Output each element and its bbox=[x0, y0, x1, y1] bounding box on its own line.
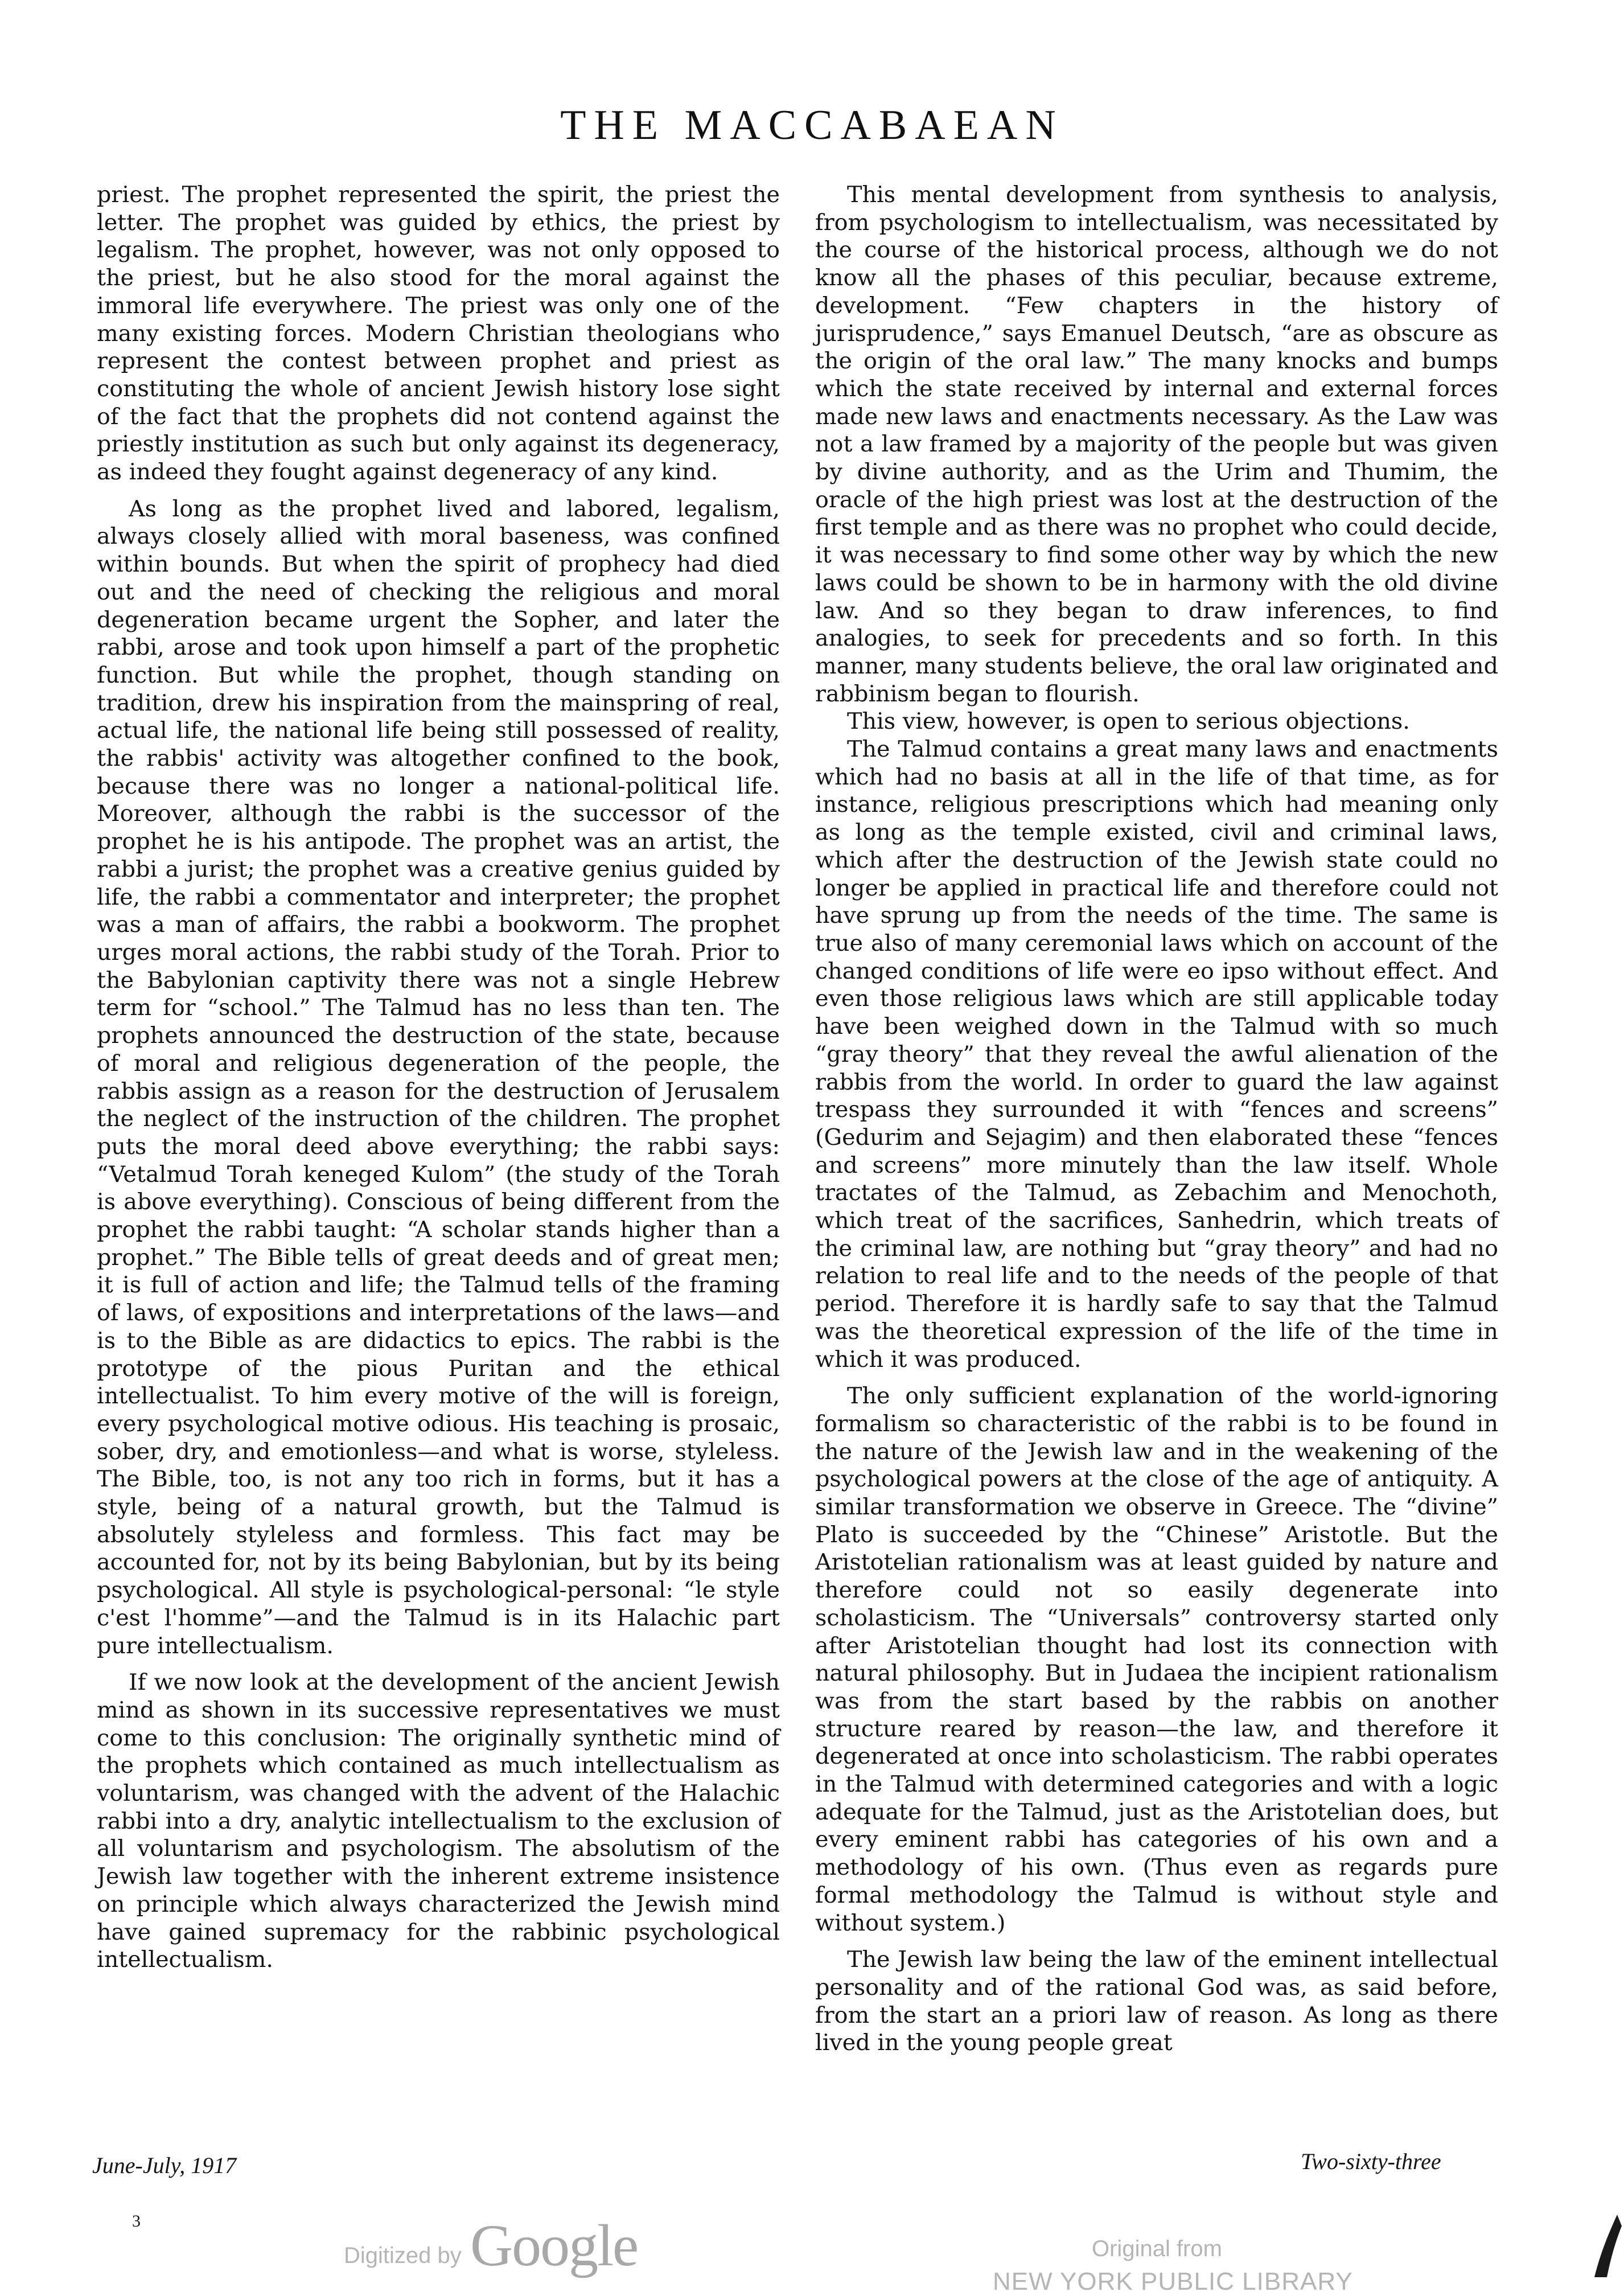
paragraph: This view, however, is open to serious objections. bbox=[847, 708, 1410, 735]
right-column bbox=[815, 181, 1498, 2057]
google-logo: Google bbox=[470, 2213, 638, 2278]
paragraph: As long as the prophet lived and labored, legalism, always closely allied with moral baseness, was confined within bounds. But when the spirit of prophecy had died out and the need of checking the religious and moral degeneration became urgent the Sopher, and later the rabbi, arose and took upon himself a part of the prophetic function. But while the prophet, though standing on tradition, drew his inspiration from the mainspring of real, actual life, the national life being still possessed of reality, the rabbis' activity was altogether confined to the book, because there was no longer a national-political life. Moreover, although the rabbi is the successor of the prophet he is his antipode. The prophet was an artist, the rabbi a jurist; the prophet was a creative genius guided by life, the rabbi a commentator and interpreter; the prophet was a man of affairs, the rabbi a bookworm. The prophet urges moral actions, the rabbi study of the Torah. Prior to the Babylonian captivity there was not a single Hebrew term for “school.” The Talmud has no less than ten. The prophets announced the destruction of the state, because of moral and religious degeneration of the people, the rabbis assign as a reason for the destruction of Jerusalem the neglect of the instruction of the children. The prophet puts the moral deed above everything; the rabbi says: “Vetalmud Torah keneged Kulom” (the study of the Torah is above everything). Conscious of being different from the prophet the rabbi taught: “A scholar stands higher than a prophet.” The Bible tells of great deeds and of great men; it is full of action and life; the Talmud tells of the framing of laws, of expositions and interpretations of the laws—and is to the Bible as are didactics to epics. The rabbi is the prototype of the pious Puritan and the ethical intellectualist. To him every motive of the will is foreign, every psychological motive odious. His teaching is prosaic, sober, dry, and emotionless—and what is worse, styleless. The Bible, too, is not any too rich in forms, but it has a style, being of a natural growth, but the Talmud is absolutely styleless and formless. This fact may be accounted for, not by its being Babylonian, but by its being psychological. All style is psychological-personal: “le style c'est l'homme”—and the Talmud is in its Halachic part pure intellectualism. bbox=[97, 495, 780, 1659]
paragraph: The only sufficient explanation of the world-ignoring formalism so characteristic of the rabbi is to be found in the nature of the Jewish law and in the weakening of the psychological powers at the close of the age of antiquity. A similar transformation we observe in Greece. The “divine” Plato is succeeded by the “Chinese” Aristotle. But the Aristotelian rationalism was at least guided by nature and therefore could not so easily degenerate into scholasticism. The “Universals” controversy started only after Aristotelian thought had lost its connection with natural philosophy. But in Judaea the incipient rationalism was from the start based by the rabbis on another structure reared by reason—the law, and therefore it degenerated at once into scholasticism. The rabbi operates in the Talmud with determined categories and with a logic adequate for the Talmud, just as the Aristotelian does, but every eminent rabbi has categories of his own and a methodology of his own. (Thus even as regards pure formal methodology the Talmud is without style and without system.) bbox=[815, 1383, 1498, 1936]
paragraph: If we now look at the development of the ancient Jewish mind as shown in its successive representatives we must come to this conclusion: The originally synthetic mind of the prophets which contained as much intellectualism as voluntarism, was changed with the advent of the Halachic rabbi into a dry, analytic intellectualism to the exclusion of all voluntarism and psychologism. The absolutism of the Jewish law together with the inherent extreme insistence on principle which always characterized the Jewish mind have gained supremacy for the rabbinic psychological intellectualism. bbox=[97, 1669, 780, 1973]
page-edge-mark bbox=[1590, 2209, 1624, 2277]
page-number: Two-sixty-three bbox=[1301, 2149, 1441, 2174]
paragraph: This mental development from synthesis to analysis, from psychologism to intellectualism, was necessitated by the course of the historical process, although we do not know all the phases of this peculiar, because extreme, development. “Few chapters in the history of jurisprudence,” says Emanuel Deutsch, “are as obscure as the origin of the oral law.” The many knocks and bumps which the state received by internal and external forces made new laws and enactments necessary. As the Law was not a law framed by a majority of the people but was given by divine authority, and as the Urim and Thumim, the oracle of the high priest was lost at the destruction of the first temple and as there was no prophet who could decide, it was necessary to find some other way by which the new laws could be shown to be in harmony with the old divine law. And so they began to draw inferences, to find analogies, to seek for precedents and so forth. In this manner, many students believe, the oral law originated and rabbinism began to flourish. bbox=[815, 182, 1498, 707]
paragraph: priest. The prophet represented the spirit, the priest the letter. The prophet was guided by ethics, the priest by legalism. The prophet, however, was not only opposed to the priest, but he also stood for the moral against the immoral life everywhere. The priest was only one of the many existing forces. Modern Christian theologians who represent the contest between prophet and priest as constituting the whole of ancient Jewish history lose sight of the fact that the prophets did not contend against the priestly institution as such but only against its degeneracy, as indeed they fought against degeneracy of any kind. bbox=[97, 182, 780, 486]
signature-mark: 3 bbox=[132, 2212, 141, 2231]
original-from-label: Original from bbox=[1092, 2236, 1222, 2261]
digitized-by-label: Digitized by bbox=[344, 2243, 462, 2268]
library-label: NEW YORK PUBLIC LIBRARY bbox=[993, 2268, 1353, 2295]
paragraph: The Talmud contains a great many laws and enactments which had no basis at all in the life of that time, as for instance, religious prescriptions which had meaning only as long as the temple existed, civil and criminal laws, which after the destruction of the Jewish state could no longer be applied in practical life and therefore could not have sprung up from the needs of the time. The same is true also of many ceremonial laws which on account of the changed conditions of life were eo ipso without effect. And even those religious laws which are still applicable today have been weighed down in the Talmud with so much “gray theory” that they reveal the awful alienation of the rabbis from the world. In order to guard the law against trespass they surrounded it with “fences and screens” (Gedurim and Sejagim) and then elaborated these “fences and screens” more minutely than the law itself. Whole tractates of the Talmud, as Zebachim and Menochoth, which treat of the sacrifices, Sanhedrin, which treats of the criminal law, are nothing but “gray theory” and had no relation to real life and to the needs of the people of that period. Therefore it is hardly safe to say that the Talmud was the theoretical expression of the life of the time in which it was produced. bbox=[815, 736, 1498, 1373]
issue-date: June-July, 1917 bbox=[92, 2153, 237, 2178]
paragraph: The Jewish law being the law of the eminent intellectual personality and of the rational God was, as said before, from the start an a priori law of reason. As long as there lived in the young people great bbox=[815, 1946, 1498, 2056]
left-column bbox=[97, 181, 780, 1974]
page-header: THE MACCABAEAN bbox=[560, 102, 1064, 149]
